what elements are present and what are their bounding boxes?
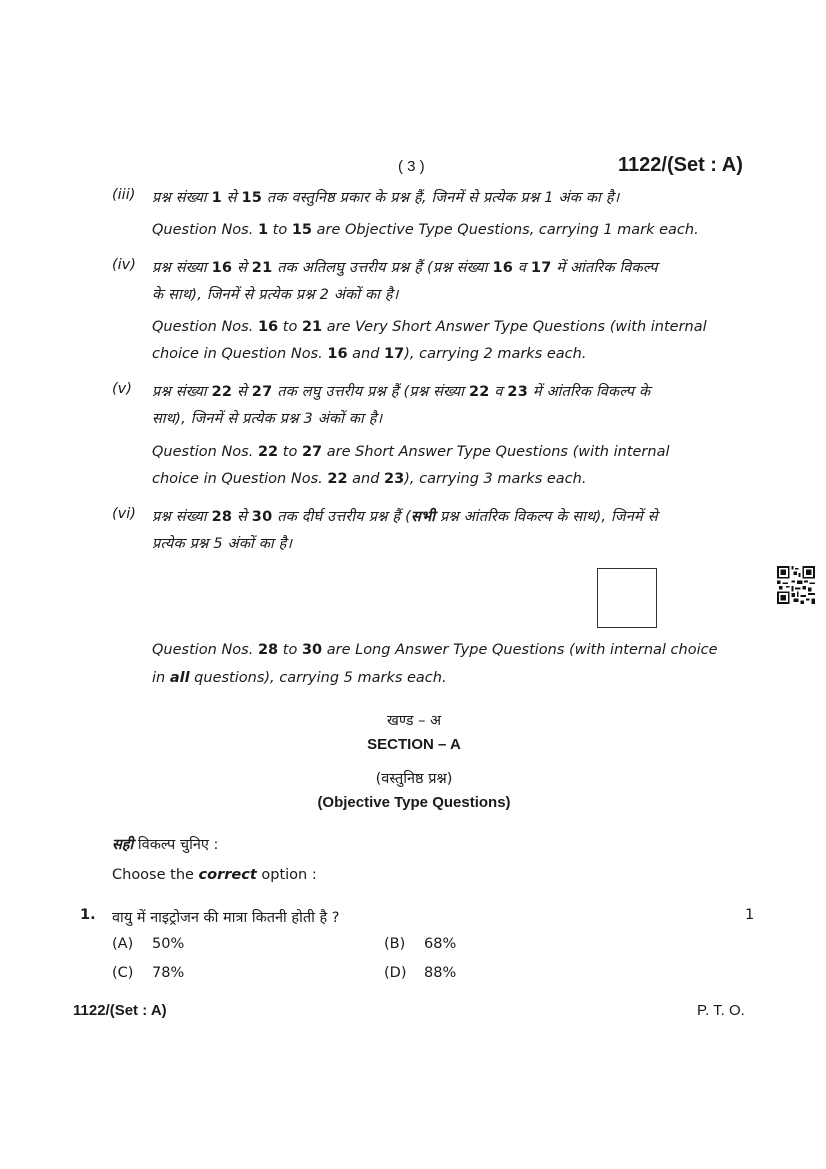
option-c-value: 78% xyxy=(152,965,185,981)
instruction-iii-number: (iii) xyxy=(112,187,136,203)
option-a-value: 50% xyxy=(152,936,185,952)
instruction-vi-hindi-line2: प्रत्येक प्रश्न 5 अंकों का है। xyxy=(152,536,293,552)
page-number: ( 3 ) xyxy=(398,158,425,175)
instruction-v-english-line1: Question Nos. 22 to 27 are Short Answer Type Questions (with internal xyxy=(152,444,670,460)
option-d-value: 88% xyxy=(424,965,457,981)
question-1-text: वायु में नाइट्रोजन की मात्रा कितनी होती है ? xyxy=(112,910,340,926)
section-heading-hindi: खण्ड – अ xyxy=(386,713,442,729)
option-a-label: (A) xyxy=(112,936,134,952)
roll-number-box xyxy=(597,568,657,628)
instruction-vi-english-line2: in all questions), carrying 5 marks each. xyxy=(152,670,447,686)
instruction-v-hindi-line1: प्रश्न संख्या 22 से 27 तक लघु उत्तरीय प्रश्न हैं (प्रश्न संख्या 22 व 23 में आंतरिक विकल्प के xyxy=(152,384,651,400)
instruction-vi-english-line1: Question Nos. 28 to 30 are Long Answer Type Questions (with internal choice xyxy=(152,642,718,658)
instruction-v-number: (v) xyxy=(112,381,132,397)
section-heading-english: SECTION – A xyxy=(367,736,461,753)
question-1-number: 1. xyxy=(80,907,96,923)
instruction-iv-hindi-line1: प्रश्न संख्या 16 से 21 तक अतिलघु उत्तरीय प्रश्न हैं (प्रश्न संख्या 16 व 17 में आंतरिक विकल्प xyxy=(152,260,658,276)
instruction-iv-hindi-line2: के साथ), जिनमें से प्रत्येक प्रश्न 2 अंकों का है। xyxy=(152,287,399,303)
qr-code-icon xyxy=(777,566,815,604)
instruction-iv-english-line1: Question Nos. 16 to 21 are Very Short Answer Type Questions (with internal xyxy=(152,319,707,335)
instruction-iii-english: Question Nos. 1 to 15 are Objective Type Questions, carrying 1 mark each. xyxy=(152,222,699,238)
instruction-v-english-line2: choice in Question Nos. 22 and 23), carrying 3 marks each. xyxy=(152,471,587,487)
choose-instruction-english: Choose the correct option : xyxy=(112,867,317,883)
footer-pto: P. T. O. xyxy=(697,1002,745,1019)
footer-set-code: 1122/(Set : A) xyxy=(73,1002,167,1019)
option-c-label: (C) xyxy=(112,965,134,981)
instruction-vi-number: (vi) xyxy=(112,506,136,522)
section-subheading-hindi: (वस्तुनिष्ठ प्रश्न) xyxy=(375,771,453,787)
instruction-iii-hindi: प्रश्न संख्या 1 से 15 तक वस्तुनिष्ठ प्रकार के प्रश्न हैं, जिनमें से प्रत्येक प्रश्न 1 अंक का है। xyxy=(152,190,620,206)
instruction-v-hindi-line2: साथ), जिनमें से प्रत्येक प्रश्न 3 अंकों का है। xyxy=(152,411,383,427)
option-b-label: (B) xyxy=(384,936,406,952)
choose-instruction-hindi: सही विकल्प चुनिए : xyxy=(112,837,219,853)
instruction-iv-english-line2: choice in Question Nos. 16 and 17), carrying 2 marks each. xyxy=(152,346,587,362)
instruction-vi-hindi-line1: प्रश्न संख्या 28 से 30 तक दीर्घ उत्तरीय प्रश्न हैं (सभी प्रश्न आंतरिक विकल्प के साथ), जिनमें से xyxy=(152,509,658,525)
option-b-value: 68% xyxy=(424,936,457,952)
section-subheading-english: (Objective Type Questions) xyxy=(317,794,511,811)
instruction-iv-number: (iv) xyxy=(112,257,136,273)
question-1-marks: 1 xyxy=(745,907,755,923)
set-code-header: 1122/(Set : A) xyxy=(618,154,743,176)
option-d-label: (D) xyxy=(384,965,407,981)
